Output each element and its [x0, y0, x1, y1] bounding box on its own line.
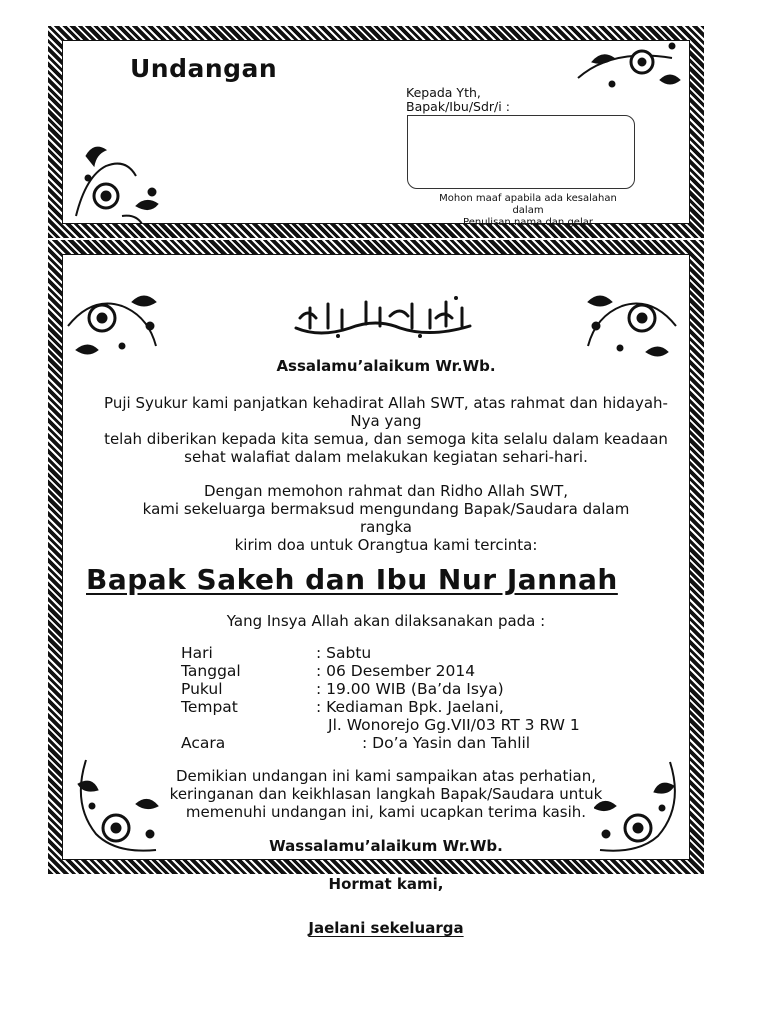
- detail-value-acara: : Do’a Yasin dan Tahlil: [362, 734, 531, 752]
- apology-line: dalam: [512, 205, 544, 216]
- floral-ornament-icon: [66, 136, 176, 224]
- invitation-text-line: Dengan memohon rahmat dan Ridho Allah SWT,: [203, 482, 569, 500]
- detail-value-tempat: : Kediaman Bpk. Jaelani,: [316, 698, 504, 716]
- card-title: Undangan: [130, 54, 278, 83]
- detail-value-pukul: : 19.00 WIB (Ba’da Isya): [316, 680, 504, 698]
- recipient-name-box[interactable]: [407, 115, 635, 189]
- detail-label-pukul: Pukul: [181, 680, 223, 698]
- closing-text-line: Demikian undangan ini kami sampaikan atas perhatian,: [176, 767, 596, 785]
- apology-note: [398, 193, 658, 229]
- detail-label-acara: Acara: [181, 734, 226, 752]
- closing-text-line: memenuhi undangan ini, kami ucapkan terima kasih.: [185, 803, 587, 821]
- floral-ornament-icon: [62, 286, 162, 366]
- intro-text-line: telah diberikan kepada kita semua, dan semoga kita selalu dalam keadaan: [104, 430, 668, 448]
- apology-line: Penulisan nama dan gelar: [463, 217, 593, 228]
- invitation-text-line: kami sekeluarga bermaksud mengundang Bapak/Saudara dalam: [142, 500, 630, 518]
- intro-text-line: Nya yang: [350, 412, 422, 430]
- closing-text-line: keringanan dan keikhlasan langkah Bapak/Saudara untuk: [169, 785, 603, 803]
- signature: Jaelani sekeluarga: [308, 919, 464, 937]
- intro-text-line: sehat walafiat dalam melakukan kegiatan sehari-hari.: [184, 448, 588, 466]
- invitation-text-line: rangka: [359, 518, 412, 536]
- recipient-label: [406, 86, 510, 114]
- detail-value-tanggal: : 06 Desember 2014: [316, 662, 476, 680]
- detail-label-hari: Hari: [181, 644, 213, 662]
- detail-label-tanggal: Tanggal: [181, 662, 241, 680]
- apology-line: Mohon maaf apabila ada kesalahan: [439, 193, 617, 204]
- floral-ornament-icon: [572, 38, 684, 100]
- detail-value-hari: : Sabtu: [316, 644, 372, 662]
- farewell: Wassalamu’alaikum Wr.Wb.: [269, 837, 503, 855]
- detail-label-tempat: Tempat: [181, 698, 238, 716]
- detail-value-address: Jl. Wonorejo Gg.VII/03 RT 3 RW 1: [328, 716, 580, 734]
- basmala-calligraphy-icon: [280, 288, 492, 342]
- event-intro: Yang Insya Allah akan dilaksanakan pada :: [226, 612, 546, 630]
- honorees-heading: Bapak Sakeh dan Ibu Nur Jannah: [86, 563, 618, 596]
- recipient-title: Bapak/Ibu/Sdr/i :: [406, 99, 510, 114]
- intro-text-line: Puji Syukur kami panjatkan kehadirat Allah SWT, atas rahmat dan hidayah-: [104, 394, 668, 412]
- regards: Hormat kami,: [328, 875, 444, 893]
- greeting: Assalamu’alaikum Wr.Wb.: [276, 357, 496, 375]
- invitation-text-line: kirim doa untuk Orangtua kami tercinta:: [234, 536, 538, 554]
- recipient-salutation: Kepada Yth,: [406, 85, 481, 100]
